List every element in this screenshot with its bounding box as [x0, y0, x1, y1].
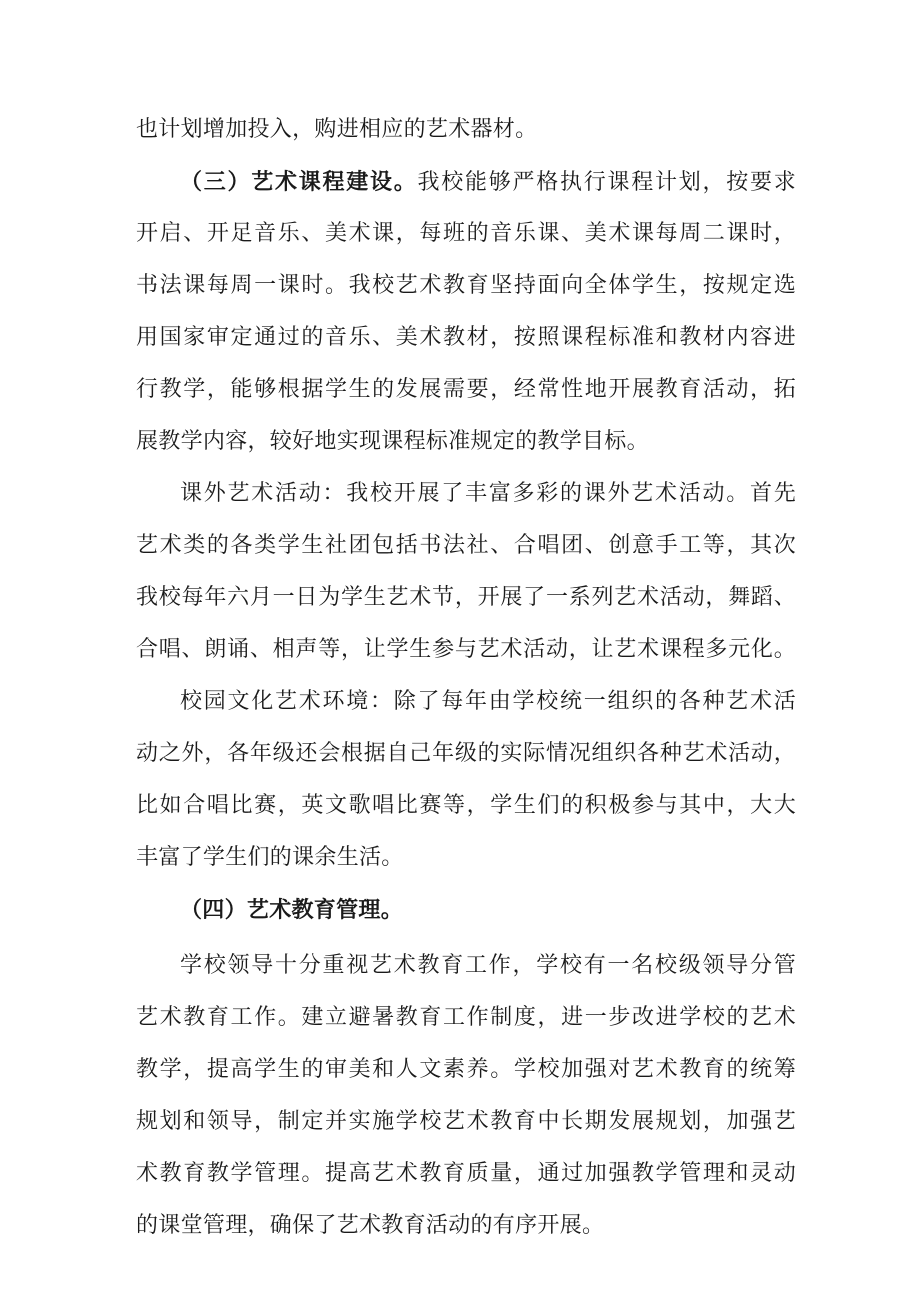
text-line: 丰富了学生们的课余生活。 [136, 845, 404, 870]
text-line: 展教学内容，较好地实现课程标准规定的教学目标。 [136, 429, 649, 454]
text-line: 规划和领导，制定并实施学校艺术教育中长期发展规划，加强艺 [136, 1109, 796, 1134]
text-line: 也计划增加投入，购进相应的艺术器材。 [136, 117, 538, 142]
text-line: 用国家审定通过的音乐、美术教材，按照课程标准和教材内容进 [136, 325, 796, 350]
text-line: 书法课每周一课时。我校艺术教育坚持面向全体学生，按规定选 [136, 273, 796, 298]
text-line: 合唱、朗诵、相声等，让学生参与艺术活动，让艺术课程多元化。 [136, 637, 796, 662]
text-line: 术教育教学管理。提高艺术教育质量，通过加强教学管理和灵动 [136, 1161, 796, 1186]
text-line: 艺术类的各类学生社团包括书法社、合唱团、创意手工等，其次 [136, 533, 796, 558]
text-line: 行教学，能够根据学生的发展需要，经常性地开展教育活动，拓 [136, 377, 796, 402]
text-line: 比如合唱比赛，英文歌唱比赛等，学生们的积极参与其中，大大 [136, 793, 796, 818]
section-three-heading: （三）艺术课程建设。 [180, 169, 418, 195]
section-four-heading: （四）艺术教育管理。 [180, 897, 404, 923]
text-line: 的课堂管理，确保了艺术教育活动的有序开展。 [136, 1213, 605, 1238]
text-line: 动之外，各年级还会根据自己年级的实际情况组织各种艺术活动， [136, 741, 796, 766]
text-line: 开启、开足音乐、美术课，每班的音乐课、美术课每周二课时， [136, 221, 796, 246]
section-three-first-line [180, 162, 796, 202]
text-span: 我校能够严格执行课程计划，按要求 [417, 170, 796, 195]
text-line: 我校每年六月一日为学生艺术节，开展了一系列艺术活动，舞蹈、 [136, 585, 796, 610]
text-line: 教学，提高学生的审美和人文素养。学校加强对艺术教育的统筹 [136, 1057, 796, 1082]
text-line: 校园文化艺术环境：除了每年由学校统一组织的各种艺术活 [180, 689, 796, 714]
text-line: 课外艺术活动：我校开展了丰富多彩的课外艺术活动。首先 [180, 481, 796, 506]
text-line: 艺术教育工作。建立避暑教育工作制度，进一步改进学校的艺术 [136, 1005, 796, 1030]
text-line: 学校领导十分重视艺术教育工作，学校有一名校级领导分管 [180, 953, 796, 978]
